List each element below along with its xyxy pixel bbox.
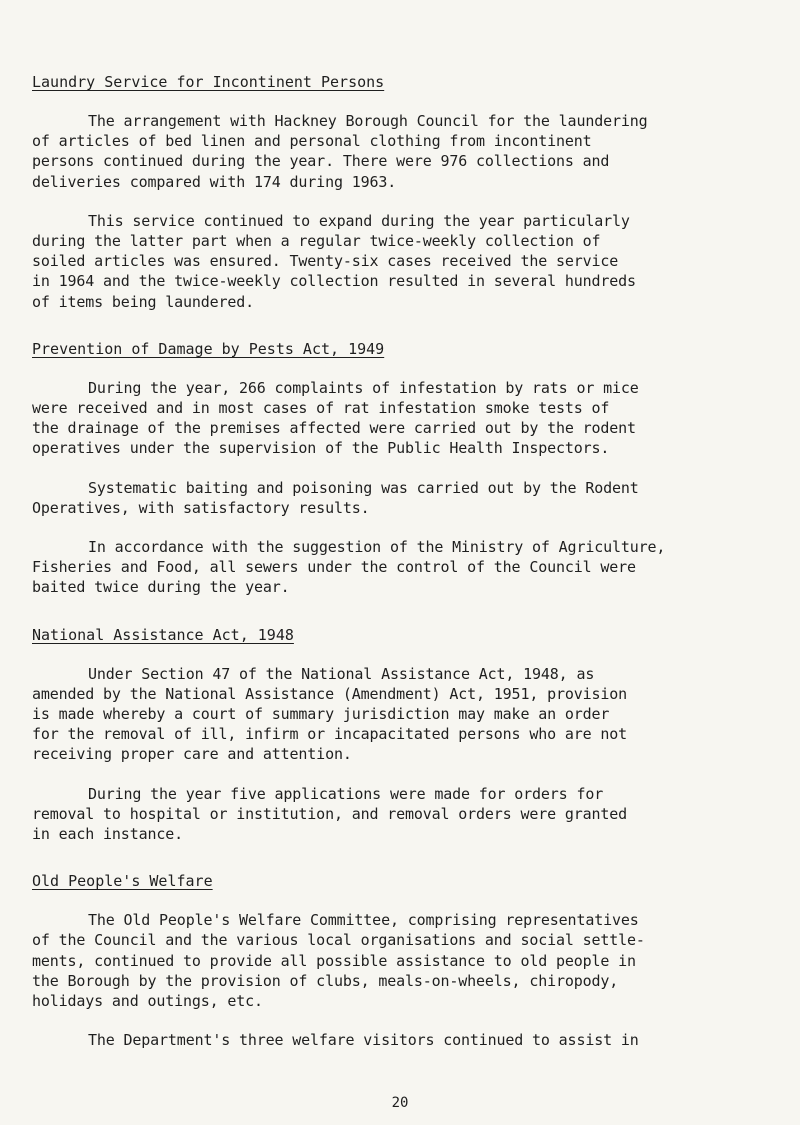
text-line: Operatives, with satisfactory results. — [32, 498, 370, 517]
text-line: in each instance. — [32, 825, 183, 844]
text-line: amended by the National Assistance (Amendment) Act, 1951, provision — [32, 684, 628, 703]
document-body — [32, 72, 780, 1070]
text-line: operatives under the supervision of the Public Health Inspectors. — [32, 439, 610, 458]
paragraph — [32, 664, 780, 765]
text-line: for the removal of ill, infirm or incapacitated persons who are not — [32, 725, 628, 744]
text-line: The Department's three welfare visitors continued to assist in — [88, 1031, 639, 1050]
section-heading-old-peoples-welfare: Old People's Welfare — [32, 872, 213, 891]
text-line: During the year, 266 complaints of infestation by rats or mice — [88, 378, 639, 397]
paragraph — [32, 910, 780, 1011]
text-line: The arrangement with Hackney Borough Council for the laundering — [88, 112, 648, 130]
text-line: soiled articles was ensured. Twenty-six cases received the service — [32, 252, 619, 271]
text-line: holidays and outings, etc. — [32, 992, 263, 1011]
text-line: persons continued during the year. There were 976 collections and — [32, 152, 610, 171]
section-heading-pests: Prevention of Damage by Pests Act, 1949 — [32, 339, 385, 358]
page-number: 20 — [391, 1095, 409, 1111]
paragraph — [32, 211, 780, 312]
text-line: the Borough by the provision of clubs, meals-on-wheels, chiropody, — [32, 971, 619, 990]
text-line: baited twice during the year. — [32, 578, 290, 597]
text-line: ments, continued to provide all possible assistance to old people in — [32, 951, 636, 970]
section-heading-national-assistance: National Assistance Act, 1948 — [32, 625, 294, 644]
text-line: were received and in most cases of rat infestation smoke tests of — [32, 399, 610, 418]
text-line: of the Council and the various local organisations and social settle- — [32, 931, 645, 950]
text-line: Fisheries and Food, all sewers under the control of the Council were — [32, 558, 636, 577]
text-line: This service continued to expand during the year particularly — [88, 211, 630, 230]
text-line: of articles of bed linen and personal clothing from incontinent — [32, 132, 592, 151]
text-line: receiving proper care and attention. — [32, 745, 352, 764]
text-line: of items being laundered. — [32, 292, 255, 311]
text-line: The Old People's Welfare Committee, comprising representatives — [88, 911, 639, 930]
paragraph — [32, 378, 780, 459]
text-line: deliveries compared with 174 during 1963. — [32, 172, 397, 191]
text-line: Under Section 47 of the National Assistance Act, 1948, as — [88, 664, 595, 683]
paragraph — [32, 537, 780, 598]
text-line: removal to hospital or institution, and removal orders were granted — [32, 804, 628, 823]
text-line: During the year five applications were made for orders for — [88, 784, 604, 803]
paragraph — [32, 478, 780, 518]
text-line: the drainage of the premises affected were carried out by the rodent — [32, 419, 636, 438]
text-line: in 1964 and the twice-weekly collection resulted in several hundreds — [32, 272, 636, 291]
text-line: In accordance with the suggestion of the Ministry of Agriculture, — [88, 538, 666, 557]
paragraph — [32, 784, 780, 845]
section-heading-laundry: Laundry Service for Incontinent Persons — [32, 73, 385, 91]
text-line: is made whereby a court of summary jurisdiction may make an order — [32, 705, 610, 724]
paragraph — [32, 1030, 780, 1050]
text-line: during the latter part when a regular twice-weekly collection of — [32, 232, 601, 251]
text-line: Systematic baiting and poisoning was carried out by the Rodent — [88, 478, 639, 497]
paragraph — [32, 111, 780, 192]
